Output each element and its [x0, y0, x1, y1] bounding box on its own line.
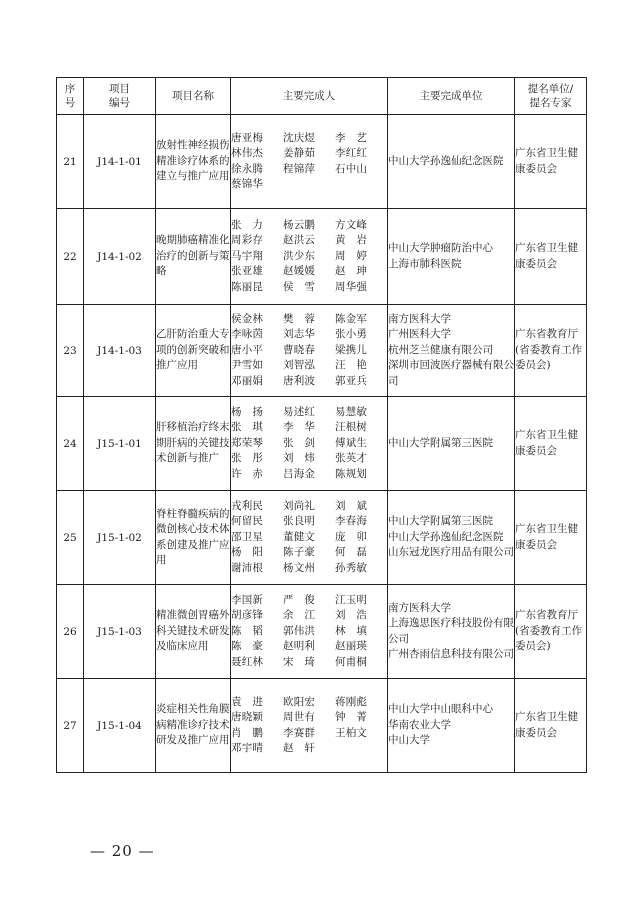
contributor-name: 何甫桐 [335, 655, 368, 668]
contributor-name: 赵 珅 [335, 265, 368, 278]
contributor-name: 郭亚兵 [335, 374, 368, 387]
contributor-name: 袁 进 [231, 695, 264, 708]
contributor-name: 蔡锦华 [231, 178, 264, 190]
unit-line: 杭州芝兰健康有限公司 [388, 343, 493, 356]
contributor-name: 聂红林 [231, 655, 264, 668]
contributor-name: 黄 岩 [335, 234, 368, 247]
contributor-name: 陈金军 [335, 312, 368, 325]
nominator: 广东省卫生健康委员会 [515, 491, 587, 585]
contributor-name: 宋 琦 [283, 655, 316, 668]
contributor-name: 陈 豪 [231, 640, 264, 653]
main-units [388, 305, 515, 397]
contributor-name: 刘 浩 [335, 609, 368, 622]
contributor-name: 赵明利 [283, 640, 316, 653]
contributor-name: 李春海 [335, 515, 368, 528]
table-row [57, 115, 587, 209]
contributor-name: 林 填 [335, 624, 368, 637]
table-row [57, 679, 587, 773]
unit-line: 中山大学孙逸仙纪念医院 [388, 530, 504, 543]
contributor-name: 唐亚梅 [231, 131, 264, 144]
unit-line: 山东冠龙医疗用品有限公司 [388, 546, 514, 559]
contributor-name: 余 江 [283, 609, 316, 622]
row-number: 26 [57, 585, 84, 679]
nominator: 广东省卫生健康委员会 [515, 209, 587, 305]
contributor-name: 石中山 [335, 162, 368, 175]
contributor-name: 汪 艳 [335, 359, 368, 372]
project-name: 晚期肺癌精准化治疗的创新与策略 [156, 209, 231, 305]
contributor-name: 汪根树 [335, 421, 368, 434]
contributor-name: 庞 卯 [335, 530, 368, 543]
header-no: 序 号 [57, 78, 84, 115]
main-units [388, 397, 515, 491]
project-code: J14-1-01 [84, 115, 156, 209]
contributor-name: 吕海金 [283, 467, 316, 480]
contributor-name: 周彩存 [231, 234, 264, 247]
contributor-name: 王柏文 [335, 726, 368, 739]
unit-line: 广州杏雨信息科技有限公司 [388, 648, 514, 660]
contributor-name: 唐晓颖 [231, 711, 264, 723]
contributor-name: 张 琪 [231, 421, 264, 434]
contributor-name: 刘 炜 [283, 452, 316, 465]
contributor-name: 刘智泓 [283, 359, 316, 372]
contributor-name: 胡彦锋 [231, 609, 264, 622]
contributor-name: 赵 轩 [283, 742, 316, 754]
contributor-name: 严 俊 [283, 593, 316, 606]
contributor-name: 张良明 [283, 515, 316, 528]
table-row [57, 585, 587, 679]
contributor-name: 赵洪云 [283, 234, 316, 247]
project-name: 炎症相关性角膜病精准诊疗技术研发及推广应用 [156, 679, 231, 773]
contributor-name: 钟 菁 [335, 711, 368, 723]
contributor-name: 易慧敏 [335, 405, 368, 418]
contributor-name: 陈 韬 [231, 624, 264, 637]
main-contributors [231, 115, 388, 209]
main-units [388, 679, 515, 773]
contributor-name: 杨 阳 [231, 546, 264, 559]
project-code: J14-1-02 [84, 209, 156, 305]
contributor-name: 沈庆煜 [283, 131, 316, 144]
contributor-name: 唐利波 [283, 374, 316, 387]
nominator: 广东省教育厅(省委教育工作委员会) [515, 305, 587, 397]
contributor-name: 侯 雪 [283, 280, 316, 293]
contributor-name: 陈规划 [335, 467, 368, 480]
header-name: 项目名称 [156, 78, 231, 115]
row-number: 25 [57, 491, 84, 585]
contributor-name: 张小勇 [335, 328, 368, 341]
main-contributors [231, 585, 388, 679]
contributor-name: 李 华 [283, 421, 316, 434]
contributor-name: 尹雪如 [231, 359, 264, 372]
main-contributors [231, 397, 388, 491]
page-number: — 20 — [90, 842, 155, 860]
unit-line: 中山大学附属第三医院 [388, 515, 493, 528]
unit-line: 中山大学中山眼科中心 [388, 703, 493, 716]
project-name: 精准微创胃癌外科关键技术研发及临床应用 [156, 585, 231, 679]
contributor-name: 赵丽瑛 [335, 640, 368, 653]
contributor-name: 蒋刚彪 [335, 695, 368, 708]
awards-table [56, 77, 587, 773]
contributor-name: 陈丽昆 [231, 280, 264, 293]
contributor-name: 张英才 [335, 452, 368, 465]
project-code: J15-1-02 [84, 491, 156, 585]
row-number: 23 [57, 305, 84, 397]
contributor-name: 戎利民 [231, 499, 264, 512]
row-number: 22 [57, 209, 84, 305]
project-name: 脊柱脊髓疾病的微创核心技术体系创建及推广应用 [156, 491, 231, 585]
table-row [57, 209, 587, 305]
unit-line: 中山大学附属第三医院 [388, 436, 493, 449]
row-number: 27 [57, 679, 84, 773]
unit-line: 南方医科大学 [388, 601, 451, 614]
contributor-name: 张 力 [231, 218, 264, 231]
contributor-name: 肖 鹏 [231, 726, 264, 739]
contributor-name: 方文峰 [335, 218, 368, 231]
unit-line: 广州医科大学 [388, 328, 451, 341]
contributor-name: 邓丽娟 [231, 374, 264, 387]
unit-line: 上海逸思医疗科技股份有限公司 [388, 617, 514, 645]
contributor-name: 李国新 [231, 593, 264, 606]
contributor-name: 郭伟洪 [283, 624, 316, 637]
contributor-name: 刘尚礼 [283, 499, 316, 512]
table-row [57, 305, 587, 397]
contributor-name: 杨云鹏 [283, 218, 316, 231]
header-people: 主要完成人 [231, 78, 388, 115]
contributor-name: 李赛群 [283, 726, 316, 739]
contributor-name: 李 艺 [335, 131, 368, 144]
project-code: J15-1-04 [84, 679, 156, 773]
main-contributors [231, 679, 388, 773]
project-name: 肝移植治疗终末期肝病的关键技术创新与推广 [156, 397, 231, 491]
table-row [57, 491, 587, 585]
contributor-name: 姜静茹 [283, 147, 316, 159]
contributor-name: 樊 蓉 [283, 312, 316, 325]
unit-line: 深圳市回波医疗器械有限公司 [388, 359, 514, 387]
contributor-name: 何 磊 [335, 546, 368, 559]
project-name: 乙肝防治重大专项的创新突破和推广应用 [156, 305, 231, 397]
project-code: J15-1-03 [84, 585, 156, 679]
contributor-name: 刘 斌 [335, 499, 368, 512]
contributor-name: 曹晓春 [283, 343, 316, 356]
unit-line: 中山大学 [388, 734, 430, 747]
contributor-name: 陈子豪 [283, 546, 316, 559]
header-code: 项目 编号 [84, 78, 156, 115]
contributor-name: 孙秀敏 [335, 561, 368, 574]
contributor-name: 张 剑 [283, 436, 316, 449]
contributor-name: 易述红 [283, 405, 316, 418]
contributor-name: 周 婷 [335, 249, 368, 262]
nominator: 广东省卫生健康委员会 [515, 679, 587, 773]
main-contributors [231, 209, 388, 305]
contributor-name: 唐小平 [231, 343, 264, 356]
unit-line: 中山大学肿瘤防治中心 [388, 242, 493, 254]
nominator: 广东省卫生健康委员会 [515, 397, 587, 491]
row-number: 24 [57, 397, 84, 491]
contributor-name: 徐永腾 [231, 162, 264, 175]
nominator: 广东省教育厅(省委教育工作委员会) [515, 585, 587, 679]
contributor-name: 林伟杰 [231, 147, 264, 159]
contributor-name: 杨文州 [283, 561, 316, 574]
unit-line: 南方医科大学 [388, 312, 451, 325]
project-code: J14-1-03 [84, 305, 156, 397]
main-units [388, 491, 515, 585]
table-header-row [57, 78, 587, 115]
contributor-name: 程锦萍 [283, 162, 316, 175]
contributor-name: 杨 扬 [231, 405, 264, 418]
contributor-name: 谢沛根 [231, 561, 264, 574]
contributor-name: 梁携儿 [335, 343, 368, 356]
contributor-name: 何留民 [231, 515, 264, 528]
unit-line: 中山大学孙逸仙纪念医院 [388, 154, 504, 167]
contributor-name: 董健文 [283, 530, 316, 543]
contributor-name: 江玉明 [335, 593, 368, 606]
contributor-name: 洪少东 [283, 249, 316, 262]
row-number: 21 [57, 115, 84, 209]
project-code: J15-1-01 [84, 397, 156, 491]
nominator: 广东省卫生健康委员会 [515, 115, 587, 209]
main-units [388, 115, 515, 209]
contributor-name: 邵卫星 [231, 530, 264, 543]
contributor-name: 侯金林 [231, 312, 264, 325]
contributor-name: 张亚雄 [231, 265, 264, 278]
project-name: 放射性神经损伤精准诊疗体系的建立与推广应用 [156, 115, 231, 209]
main-contributors [231, 491, 388, 585]
unit-line: 华南农业大学 [388, 718, 451, 731]
contributor-name: 马宇翔 [231, 249, 264, 262]
contributor-name: 李红红 [335, 147, 368, 159]
contributor-name: 刘志华 [283, 328, 316, 341]
contributor-name: 张 彤 [231, 452, 264, 465]
contributor-name: 傅斌生 [335, 436, 368, 449]
contributor-name: 周华强 [335, 280, 368, 293]
header-units: 主要完成单位 [388, 78, 515, 115]
contributor-name: 邓宇晴 [231, 742, 264, 754]
header-nominator: 提名单位/ 提名专家 [515, 78, 587, 115]
contributor-name: 郑荣琴 [231, 436, 264, 449]
contributor-name: 周世有 [283, 711, 316, 723]
contributor-name: 李咏茵 [231, 328, 264, 341]
main-units [388, 585, 515, 679]
contributor-name: 许 赤 [231, 467, 264, 480]
unit-line: 上海市肺科医院 [388, 257, 462, 270]
main-contributors [231, 305, 388, 397]
table-row [57, 397, 587, 491]
contributor-name: 赵媛媛 [283, 265, 316, 278]
contributor-name: 欧阳宏 [283, 695, 316, 708]
main-units [388, 209, 515, 305]
